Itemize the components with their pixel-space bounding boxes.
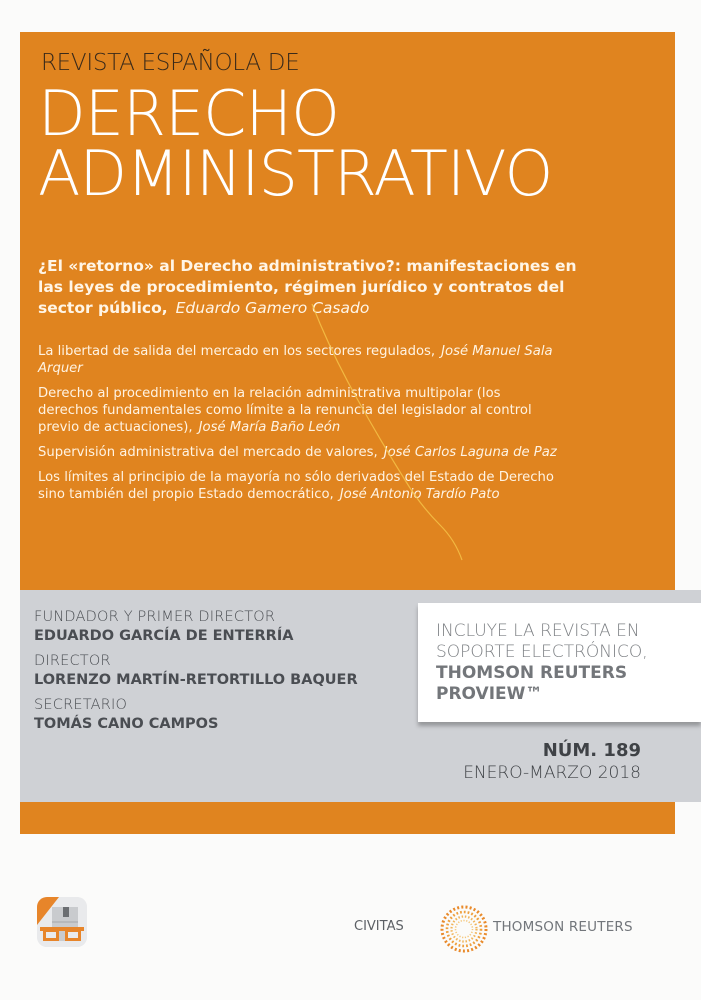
journal-title-line1: DERECHO bbox=[38, 77, 339, 150]
proview-promo-box bbox=[418, 603, 701, 722]
promo-line: SOPORTE ELECTRÓNICO, bbox=[436, 642, 648, 662]
article-item bbox=[38, 385, 538, 436]
article-author: José Carlos Laguna de Paz bbox=[383, 445, 557, 460]
issue-number: NÚM. 189 bbox=[542, 740, 641, 761]
issue-info bbox=[463, 740, 641, 784]
staff-name: LORENZO MARTÍN-RETORTILLO BAQUER bbox=[34, 672, 358, 688]
article-item bbox=[38, 343, 598, 377]
editorial-staff bbox=[34, 608, 358, 740]
lead-article-title: ¿El «retorno» al Derecho administrativo?: manifestaciones en las leyes de procedimiento, régimen jurídico y contratos del sector público, bbox=[38, 257, 577, 317]
journal-title-line2: ADMINISTRATIVO bbox=[38, 137, 553, 210]
staff-role: SECRETARIO bbox=[34, 697, 128, 713]
lead-article bbox=[38, 256, 578, 319]
staff-role: FUNDADOR Y PRIMER DIRECTOR bbox=[34, 609, 276, 625]
issue-period: ENERO-MARZO 2018 bbox=[463, 763, 641, 783]
article-title: Derecho al procedimiento en la relación administrativa multipolar (los derechos fundamentales como límite a la renuncia del legislador al control previo de actuaciones), bbox=[38, 386, 532, 435]
article-list bbox=[38, 343, 598, 511]
staff-name: TOMÁS CANO CAMPOS bbox=[34, 716, 219, 732]
article-author: José Antonio Tardío Pato bbox=[339, 487, 500, 502]
thomson-reuters-wordmark: THOMSON REUTERS bbox=[493, 919, 633, 935]
article-author: José Manuel Sala Arquer bbox=[38, 344, 553, 376]
promo-brand: THOMSON REUTERS bbox=[436, 663, 628, 683]
journal-kicker: REVISTA ESPAÑOLA DE bbox=[41, 50, 300, 76]
article-title: La libertad de salida del mercado en los sectores regulados, bbox=[38, 344, 436, 359]
journal-title bbox=[38, 77, 553, 210]
staff-name: EDUARDO GARCÍA DE ENTERRÍA bbox=[34, 628, 294, 644]
promo-line: INCLUYE LA REVISTA EN bbox=[436, 621, 640, 641]
article-title: Los límites al principio de la mayoría no sólo derivados del Estado de Derecho sino también del propio Estado democrático, bbox=[38, 470, 554, 502]
article-author: José María Baño León bbox=[198, 420, 341, 435]
civitas-imprint: CIVITAS bbox=[354, 919, 404, 934]
proview-glasses-icon bbox=[37, 897, 87, 947]
promo-product: PROVIEW™ bbox=[436, 684, 543, 704]
thomson-reuters-logo-icon bbox=[440, 905, 488, 957]
article-item bbox=[38, 444, 598, 461]
lead-article-author: Eduardo Gamero Casado bbox=[175, 299, 370, 317]
staff-role: DIRECTOR bbox=[34, 653, 111, 669]
article-title: Supervisión administrativa del mercado de valores, bbox=[38, 445, 378, 460]
article-item bbox=[38, 469, 558, 503]
